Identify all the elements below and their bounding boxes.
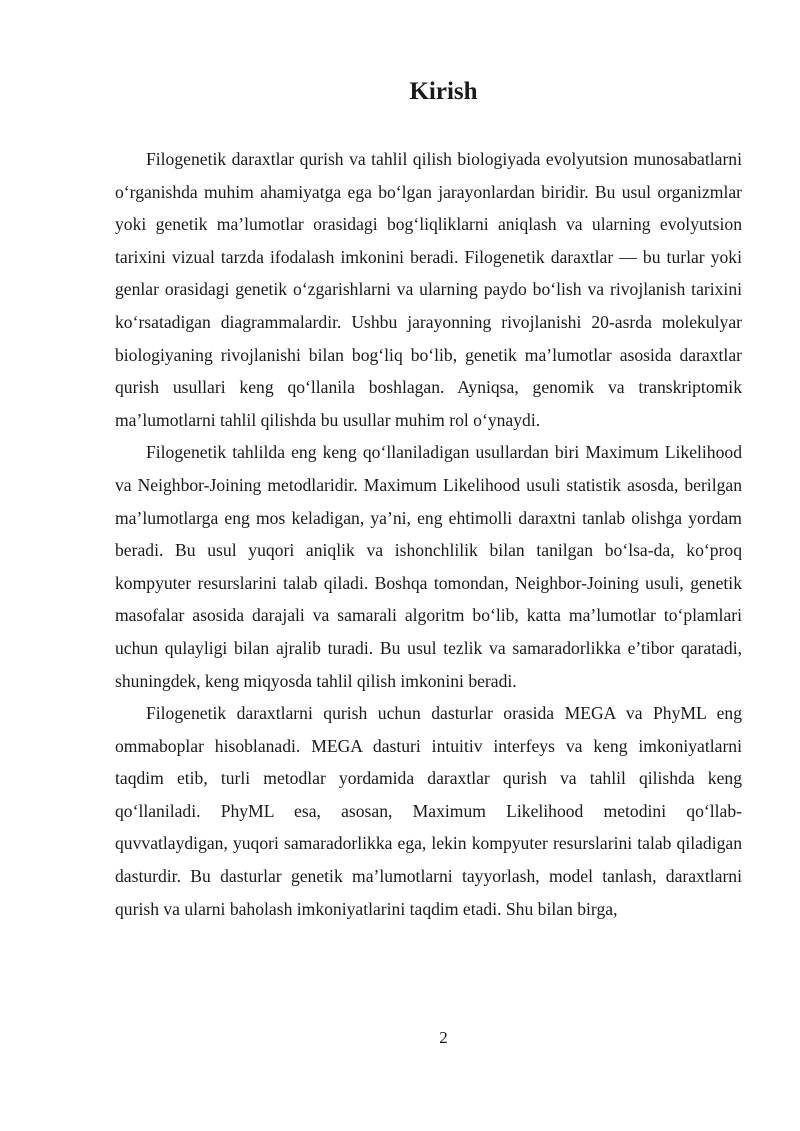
document-page (115, 0, 742, 1131)
page-number: 2 (439, 1028, 448, 1047)
body-text (115, 143, 742, 925)
paragraph-3: Filogenetik daraxtlarni qurish uchun dasturlar orasida MEGA va PhyML eng ommaboplar hisoblanadi. MEGA dasturi intuitiv interfeys va keng imkoniyatlarni taqdim etib, turli metodlar yordamida daraxtlar qurish va tahlil qilishda keng qo‘llaniladi. PhyML esa, asosan, Maximum Likelihood metodini qo‘llab-quvvatlaydigan, yuqori samaradorlikka ega, lekin kompyuter resurslarini talab qiladigan dasturdir. Bu dasturlar genetik ma’lumotlarni tayyorlash, model tanlash, daraxtlarni qurish va ularni baholash imkoniyatlarini taqdim etadi. Shu bilan birga, (115, 703, 742, 919)
page-title: Kirish (409, 78, 478, 105)
paragraph-1: Filogenetik daraxtlar qurish va tahlil qilish biologiyada evolyutsion munosabatlarni o‘rganishda muhim ahamiyatga ega bo‘lgan jarayonlardan biridir. Bu usul organizmlar yoki genetik ma’lumotlar orasidagi bog‘liqliklarni aniqlash va ularning evolyutsion tarixini vizual tarzda ifodalash imkonini beradi. Filogenetik daraxtlar — bu turlar yoki genlar orasidagi genetik o‘zgarishlarni va ularning paydo bo‘lish va rivojlanish tarixini ko‘rsatadigan diagrammalardir. Ushbu jarayonning rivojlanishi 20-asrda molekulyar biologiyaning rivojlanishi bilan bog‘liq bo‘lib, genetik ma’lumotlar asosida daraxtlar qurish usullari keng qo‘llanila boshlagan. Ayniqsa, genomik va transkriptomik ma’lumotlarni tahlil qilishda bu usullar muhim rol o‘ynaydi. (115, 149, 742, 430)
paragraph-2: Filogenetik tahlilda eng keng qo‘llaniladigan usullardan biri Maximum Likelihood va Neighbor-Joining metodlaridir. Maximum Likelihood usuli statistik asosda, berilgan ma’lumotlarga eng mos keladigan, ya’ni, eng ehtimolli daraxtni tanlab olishga yordam beradi. Bu usul yuqori aniqlik va ishonchlilik bilan tanilgan bo‘lsa-da, ko‘proq kompyuter resurslarini talab qiladi. Boshqa tomondan, Neighbor-Joining usuli, genetik masofalar asosida darajali va samarali algoritm bo‘lib, katta ma’lumotlar to‘plamlari uchun qulayligi bilan ajralib turadi. Bu usul tezlik va samaradorlikka e’tibor qaratadi, shuningdek, keng miqyosda tahlil qilish imkonini beradi. (115, 442, 742, 691)
